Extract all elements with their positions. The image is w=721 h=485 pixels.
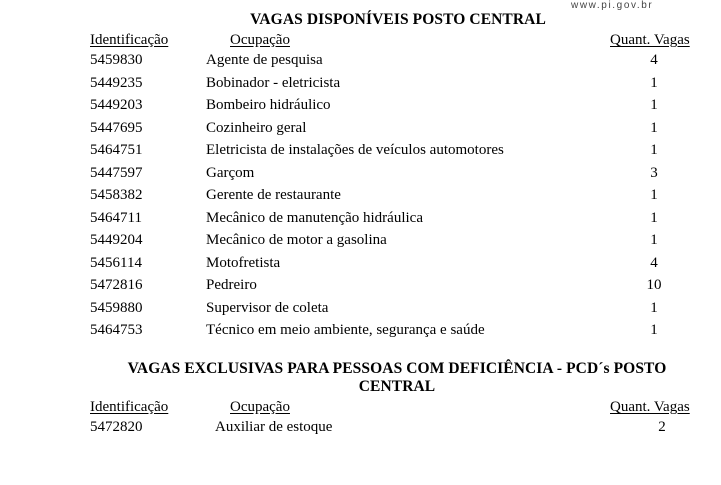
row-quantity: 2 bbox=[658, 419, 666, 435]
row-occupation: Mecânico de manutenção hidráulica bbox=[206, 209, 423, 226]
row-occupation: Eletricista de instalações de veículos automotores bbox=[206, 142, 504, 158]
header-identification: Identificação bbox=[90, 399, 169, 415]
row-quantity: 1 bbox=[650, 119, 658, 136]
table-row bbox=[0, 275, 721, 295]
row-identification: 5449204 bbox=[90, 232, 143, 248]
row-quantity: 1 bbox=[650, 142, 658, 158]
row-occupation: Cozinheiro geral bbox=[206, 119, 307, 136]
header-occupation: Ocupação bbox=[230, 399, 290, 415]
row-quantity: 1 bbox=[650, 187, 658, 203]
site-url: www.pi.gov.br bbox=[571, 0, 654, 11]
header-identification: Identificação bbox=[90, 32, 169, 48]
table-row bbox=[0, 320, 721, 340]
section-title-available-jobs: VAGAS DISPONÍVEIS POSTO CENTRAL bbox=[250, 11, 546, 28]
table-row bbox=[0, 417, 721, 437]
row-quantity: 1 bbox=[650, 209, 658, 226]
row-identification: 5447695 bbox=[90, 119, 143, 136]
header-quantity: Quant. Vagas bbox=[610, 32, 690, 48]
row-identification: 5447597 bbox=[90, 164, 143, 181]
section-title-pcd-line2: CENTRAL bbox=[358, 378, 436, 395]
row-occupation: Garçom bbox=[206, 164, 255, 181]
section-title-pcd-line1: VAGAS EXCLUSIVAS PARA PESSOAS COM DEFICIÊNCIA - PCD´s POSTO bbox=[127, 360, 667, 377]
row-quantity: 1 bbox=[650, 74, 658, 91]
row-identification: 5449203 bbox=[90, 97, 143, 113]
row-quantity: 10 bbox=[646, 277, 662, 293]
row-occupation: Agente de pesquisa bbox=[206, 52, 323, 68]
header-occupation: Ocupação bbox=[230, 32, 290, 48]
row-quantity: 4 bbox=[650, 254, 658, 271]
row-identification: 5464753 bbox=[90, 322, 143, 338]
row-identification: 5472820 bbox=[90, 419, 143, 435]
row-occupation: Mecânico de motor a gasolina bbox=[206, 232, 387, 248]
table-row bbox=[0, 298, 721, 318]
row-occupation: Técnico em meio ambiente, segurança e saúde bbox=[206, 322, 485, 338]
table-row bbox=[0, 95, 721, 115]
row-identification: 5449235 bbox=[90, 74, 143, 91]
row-identification: 5472816 bbox=[90, 277, 143, 293]
row-identification: 5464711 bbox=[90, 209, 142, 226]
header-quantity: Quant. Vagas bbox=[610, 399, 690, 415]
table-row bbox=[0, 185, 721, 205]
row-occupation: Gerente de restaurante bbox=[206, 187, 341, 203]
row-quantity: 1 bbox=[650, 299, 658, 316]
row-quantity: 4 bbox=[650, 52, 658, 68]
row-identification: 5458382 bbox=[90, 187, 143, 203]
row-occupation: Motofretista bbox=[206, 254, 281, 271]
table-row bbox=[0, 140, 721, 160]
table-row bbox=[0, 163, 721, 183]
table-header-pcd bbox=[0, 397, 721, 417]
row-quantity: 3 bbox=[650, 164, 658, 181]
table-row bbox=[0, 230, 721, 250]
table-row bbox=[0, 50, 721, 70]
row-occupation: Supervisor de coleta bbox=[206, 299, 329, 316]
row-identification: 5459830 bbox=[90, 52, 143, 68]
row-quantity: 1 bbox=[650, 97, 658, 113]
section-title-pcd-jobs bbox=[110, 360, 684, 396]
table-row bbox=[0, 253, 721, 273]
row-occupation: Auxiliar de estoque bbox=[215, 419, 333, 435]
row-occupation: Bombeiro hidráulico bbox=[206, 97, 331, 113]
row-identification: 5459880 bbox=[90, 299, 143, 316]
row-identification: 5456114 bbox=[90, 254, 142, 271]
table-row bbox=[0, 208, 721, 228]
row-quantity: 1 bbox=[650, 232, 658, 248]
row-occupation: Pedreiro bbox=[206, 277, 257, 293]
table-header bbox=[0, 30, 721, 50]
row-occupation: Bobinador - eletricista bbox=[206, 74, 341, 91]
row-quantity: 1 bbox=[650, 322, 658, 338]
row-identification: 5464751 bbox=[90, 142, 143, 158]
table-row bbox=[0, 118, 721, 138]
table-row bbox=[0, 73, 721, 93]
